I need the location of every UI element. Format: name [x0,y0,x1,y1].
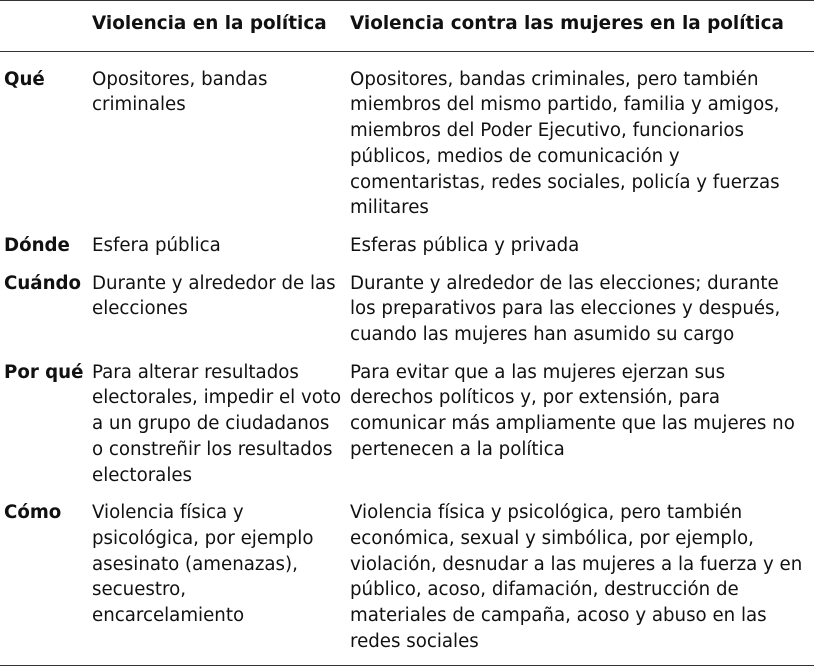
table-row-cuando [0,265,814,354]
row-label-que: Qué [4,68,45,90]
row-label-cuando: Cuándo [4,272,82,294]
header-violencia-mujeres-politica: Violencia contra las mujeres en la política [348,1,814,52]
row-label-por-que: Por qué [4,361,84,383]
cell-por-que-violencia-mujeres: Para evitar que a las mujeres ejerzan sus derechos políticos y, por extensión, para comunicar más ampliamente que las mujeres no pertenecen a la política [350,361,795,460]
header-corner [0,1,90,52]
cell-como-violencia-mujeres: Violencia física y psicológica, pero también económica, sexual y simbólica, por ejemplo, violación, desnudar a las mujeres a la fuerza y en público, acoso, difamación, destrucción de materiales de campaña, acoso y abuso en las redes sociales [348,494,814,666]
header-violencia-politica: Violencia en la política [90,1,348,52]
cell-como-violencia-politica: Violencia física y psicológica, por ejemplo asesinato (amenazas), secuestro, encarcelamiento [90,494,348,666]
table-row-donde [0,227,814,265]
row-label-como: Cómo [0,494,90,666]
cell-donde-violencia-mujeres: Esferas pública y privada [350,234,580,256]
table-row-por-que [0,354,814,495]
header-row [0,1,814,52]
table-header [0,1,814,52]
cell-por-que-violencia-politica: Para alterar resultados electorales, impedir el voto a un grupo de ciudadanos o constreñir los resultados electorales [92,361,342,486]
cell-que-violencia-politica: Opositores, bandas criminales [92,68,268,116]
cell-que-violencia-mujeres: Opositores, bandas criminales, pero también miembros del mismo partido, familia y amigos, miembros del Poder Ejecutivo, funcionarios públicos, medios de comunicación y comentaristas, redes sociales, policía y fuerzas militares [350,68,780,219]
table-body [0,51,814,666]
cell-cuando-violencia-politica: Durante y alrededor de las elecciones [92,272,336,320]
cell-donde-violencia-politica: Esfera pública [92,234,221,256]
table-row-que [0,51,814,227]
row-label-donde: Dónde [4,234,70,256]
cell-cuando-violencia-mujeres: Durante y alrededor de las elecciones; durante los preparativos para las elecciones y después, cuando las mujeres han asumido su cargo [350,272,781,346]
table-row-como [0,494,814,666]
